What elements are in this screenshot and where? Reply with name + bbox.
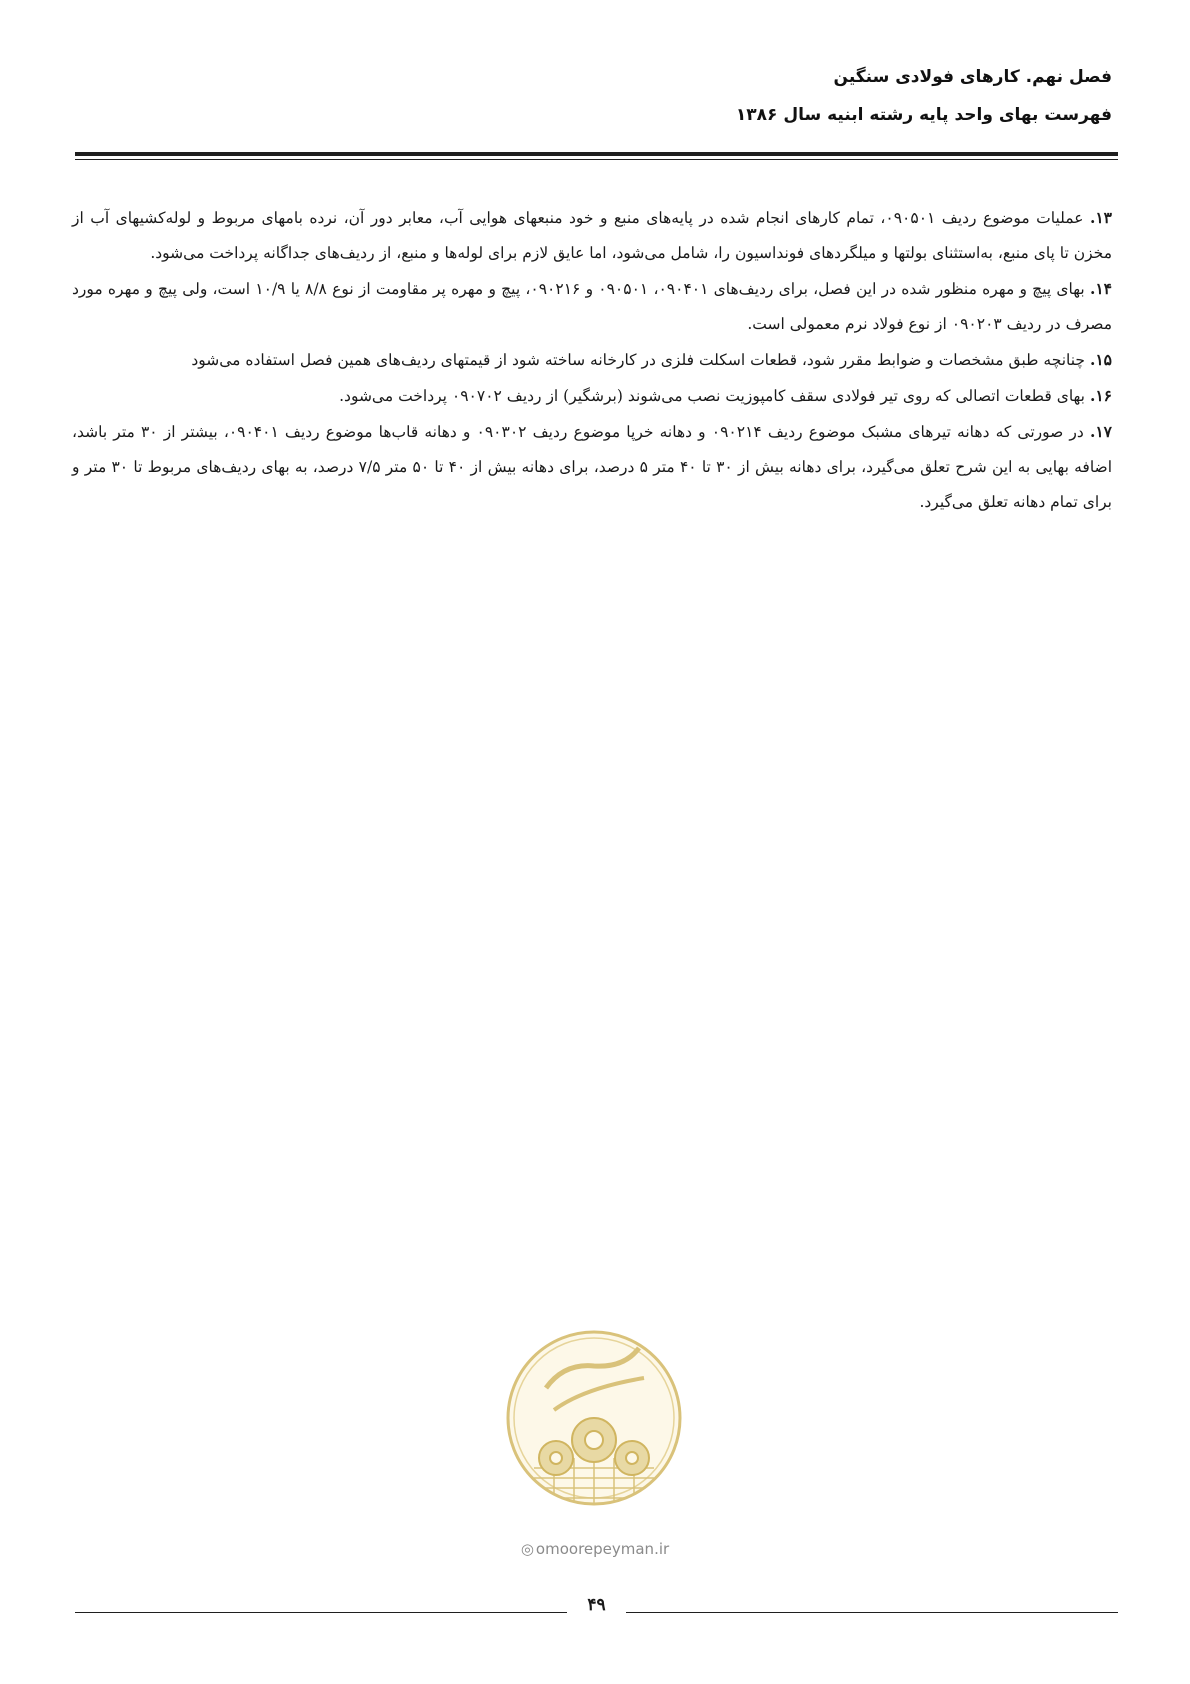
document-subtitle: فهرست بهای واحد پایه رشته ابنیه سال ۱۳۸۶ xyxy=(735,105,1112,125)
footer-rule-left xyxy=(75,1612,567,1613)
page-header xyxy=(72,58,1112,134)
item-number: ۱۳. xyxy=(1089,208,1112,227)
body-text xyxy=(72,200,1112,520)
chapter-title: فصل نهم. کارهای فولادی سنگین xyxy=(833,67,1112,87)
watermark-logo xyxy=(494,1318,694,1518)
item-number: ۱۵. xyxy=(1089,350,1112,369)
header-rule-thin xyxy=(75,159,1118,160)
globe-icon: ◎ xyxy=(520,1540,534,1558)
watermark-site xyxy=(500,1540,690,1558)
paragraph-14 xyxy=(72,271,1112,342)
header-rule-thick xyxy=(75,152,1118,156)
paragraph-15 xyxy=(72,342,1112,378)
item-number: ۱۴. xyxy=(1089,279,1113,298)
paragraph-16 xyxy=(72,378,1112,414)
footer-rule-right xyxy=(626,1612,1118,1613)
paragraph-13 xyxy=(72,200,1112,271)
paragraph-text: در صورتی که دهانه تیرهای مشبک موضوع ردیف ۰۹۰۲۱۴ و دهانه خرپا موضوع ردیف ۰۹۰۳۰۲ و دهانه قاب‌ها موضوع ردیف ۰۹۰۴۰۱، بیشتر از ۳۰ متر باشد، اضافه بهایی به این شرح تعلق می‌گیرد، برای دهانه بیش از ۳۰ تا ۴۰ متر ۵ درصد، برای دهانه بیش از ۴۰ تا ۵۰ متر ۷/۵ درصد، به بهای ردیف‌های مربوط تا ۳۰ متر و برای تمام دهانه تعلق می‌گیرد. xyxy=(72,423,1113,511)
item-number: ۱۷. xyxy=(1089,422,1112,441)
page-number: ۴۹ xyxy=(587,1595,606,1615)
paragraph-text: چنانچه طبق مشخصات و ضوابط مقرر شود، قطعات اسکلت فلزی در کارخانه ساخته شود از قیمتهای ردیف‌های همین فصل استفاده می‌شود xyxy=(191,351,1090,369)
item-number: ۱۶. xyxy=(1089,386,1112,405)
paragraph-text: بهای پیچ و مهره منظور شده در این فصل، برای ردیف‌های ۰۹۰۴۰۱، ۰۹۰۵۰۱ و ۰۹۰۲۱۶، پیچ و مهره پر مقاومت از نوع ۸/۸ یا ۱۰/۹ است، ولی پیچ و مهره مورد مصرف در ردیف ۰۹۰۲۰۳ از نوع فولاد نرم معمولی است. xyxy=(72,280,1112,333)
paragraph-17 xyxy=(72,414,1112,520)
paragraph-text: عملیات موضوع ردیف ۰۹۰۵۰۱، تمام کارهای انجام شده در پایه‌های منبع و خود منبعهای هوایی آب، معابر دور آن، نرده بامهای مربوط و لوله‌کشیهای آب از مخزن تا پای منبع، به‌استثنای بولتها و میلگردهای فونداسیون را، شامل می‌شود، اما عایق لازم برای لوله‌ها و منبع، از ردیف‌های جداگانه پرداخت می‌شود. xyxy=(72,209,1112,262)
paragraph-text: بهای قطعات اتصالی که روی تیر فولادی سقف کامپوزیت نصب می‌شوند (برشگیر) از ردیف ۰۹۰۷۰۲ پرداخت می‌شود. xyxy=(339,387,1090,405)
watermark-url: omoorepeyman.ir xyxy=(535,1540,670,1558)
